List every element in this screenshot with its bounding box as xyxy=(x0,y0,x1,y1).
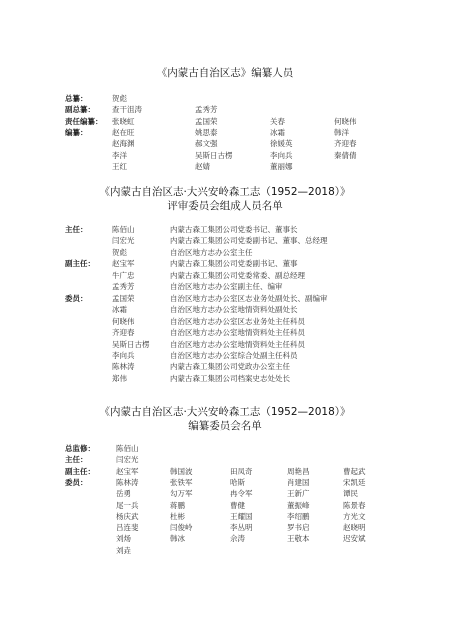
name-cell: 闫俊岭 xyxy=(170,523,193,533)
member-position: 自治区地方志办公室区志业务处副处长、副编审 xyxy=(170,293,328,303)
member-name: 齐迎春 xyxy=(112,328,135,338)
section2-title-line1: 《内蒙古自治区志·大兴安岭森工志（1952—2018）》 xyxy=(99,186,351,198)
member-name: 陈林涛 xyxy=(112,362,135,372)
name-cell: 田凤奇 xyxy=(230,466,253,476)
name-cell: 王新广 xyxy=(287,489,310,499)
name-cell: 罗书启 xyxy=(287,523,310,533)
name-cell: 肖建国 xyxy=(287,477,310,487)
member-name: 牛广忠 xyxy=(112,270,135,280)
name-cell: 张晓虹 xyxy=(112,116,135,126)
member-name: 赵宝军 xyxy=(112,259,135,269)
name-cell: 董振峰 xyxy=(287,500,310,510)
member-position: 自治区地方志办公室地情资料处主任科员 xyxy=(170,339,305,349)
name-cell: 赵海渊 xyxy=(112,139,135,149)
name-cell: 李洋 xyxy=(112,150,127,160)
section1-title: 《内蒙古自治区志》编纂人员 xyxy=(156,67,294,79)
name-cell: 李向兵 xyxy=(270,150,293,160)
name-cell: 尾一兵 xyxy=(116,500,139,510)
member-name: 孟秀芳 xyxy=(112,282,135,292)
member-position: 自治区地方志办公室区志业务处主任科员 xyxy=(170,316,305,326)
name-cell: 查干沮涛 xyxy=(112,105,142,115)
name-cell: 齐迎春 xyxy=(334,139,357,149)
name-cell: 赵婧 xyxy=(195,161,210,171)
member-name: 闫宏光 xyxy=(112,236,135,246)
name-cell: 王红 xyxy=(112,161,127,171)
row-label: 委员： xyxy=(65,293,88,303)
member-name: 郑伟 xyxy=(112,373,127,383)
name-cell: 曹起武 xyxy=(343,466,366,476)
name-cell: 闫宏光 xyxy=(116,455,139,465)
name-cell: 王耀国 xyxy=(230,511,253,521)
name-cell: 赵在旺 xyxy=(112,127,135,137)
name-cell: 李丛明 xyxy=(230,523,253,533)
name-cell: 张铁军 xyxy=(170,477,193,487)
name-cell: 勾万军 xyxy=(170,489,193,499)
member-name: 冰霜 xyxy=(112,305,127,315)
name-cell: 吴斯日古楞 xyxy=(195,150,233,160)
name-cell: 蒋鹏 xyxy=(170,500,185,510)
name-cell: 李绍鹏 xyxy=(287,511,310,521)
name-cell: 韩冰 xyxy=(170,534,185,544)
member-name: 孟国荣 xyxy=(112,293,135,303)
name-cell: 姚思泰 xyxy=(195,127,218,137)
row-label: 主任： xyxy=(65,225,88,234)
member-position: 自治区地方志办公室地情资料处副处长 xyxy=(170,305,298,315)
name-cell: 赵晓明 xyxy=(343,523,366,533)
member-name: 吴斯日古楞 xyxy=(112,339,150,349)
name-cell: 郝文强 xyxy=(195,139,218,149)
name-cell: 谭民 xyxy=(343,489,358,499)
name-cell: 杜彬 xyxy=(170,511,185,521)
member-position: 自治区地方志办公室主任 xyxy=(170,247,253,257)
name-cell: 方光文 xyxy=(343,511,366,521)
row-label: 副主任： xyxy=(65,259,95,269)
member-name: 陈佰山 xyxy=(112,225,135,234)
member-name: 李向兵 xyxy=(112,350,135,360)
section3-title-line1: 《内蒙古自治区志·大兴安岭森工志（1952—2018）》 xyxy=(99,406,351,418)
member-name: 何晓伟 xyxy=(112,316,135,326)
name-cell: 关春 xyxy=(270,116,285,126)
member-position: 内蒙古森工集团公司档案史志处处长 xyxy=(170,373,290,383)
row-label: 副总纂： xyxy=(65,105,95,115)
name-cell: 岳勇 xyxy=(116,489,131,499)
name-cell: 徐媛英 xyxy=(270,139,293,149)
name-cell: 何晓伟 xyxy=(334,116,357,126)
section3-title-line2: 编纂委员会名单 xyxy=(188,420,262,432)
row-label: 主任： xyxy=(65,455,88,465)
member-position: 内蒙古森工集团公司党政办公室主任 xyxy=(170,362,290,372)
row-label: 副主任： xyxy=(65,466,95,476)
name-cell: 董丽娜 xyxy=(270,161,293,171)
name-cell: 佘涛 xyxy=(230,534,245,544)
name-cell: 韩国波 xyxy=(170,466,193,476)
name-cell: 迟安斌 xyxy=(343,534,366,544)
member-position: 内蒙古森工集团公司党委副书记、董事 xyxy=(170,259,298,269)
member-position: 内蒙古森工集团公司党委副书记、董事、总经理 xyxy=(170,236,328,246)
name-cell: 陈林涛 xyxy=(116,477,139,487)
name-cell: 周艳昌 xyxy=(287,466,310,476)
name-cell: 刘炀 xyxy=(116,534,131,544)
name-cell: 王敬本 xyxy=(287,534,310,544)
name-cell: 秦倩倩 xyxy=(334,150,357,160)
name-cell: 赵宝军 xyxy=(116,466,139,476)
name-cell: 冉令军 xyxy=(230,489,253,499)
row-label: 责任编纂： xyxy=(65,116,103,126)
name-cell: 冰霜 xyxy=(270,127,285,137)
name-cell: 吕连斐 xyxy=(116,523,139,533)
row-label: 编纂： xyxy=(65,127,88,137)
member-position: 自治区地方志办公室地情资料处主任科员 xyxy=(170,328,305,338)
row-label: 总纂： xyxy=(65,94,88,103)
name-cell: 曹健 xyxy=(230,500,245,510)
member-position: 自治区地方志办公室综合处副主任科员 xyxy=(170,350,298,360)
member-name: 贺彪 xyxy=(112,247,127,257)
section2-title-line2: 评审委员会组成人员名单 xyxy=(167,200,283,212)
name-cell: 贺彪 xyxy=(112,94,127,103)
name-cell: 刘垚 xyxy=(116,545,131,555)
member-position: 内蒙古森工集团公司党委常委、副总经理 xyxy=(170,270,305,280)
name-cell: 孟秀芳 xyxy=(195,105,218,115)
name-cell: 杨庆武 xyxy=(116,511,139,521)
name-cell: 陈佰山 xyxy=(116,444,139,453)
member-position: 自治区地方志办公室副主任、编审 xyxy=(170,282,283,292)
name-cell: 宋凯廷 xyxy=(343,477,366,487)
row-label: 委员： xyxy=(65,477,88,487)
name-cell: 韩洋 xyxy=(334,127,349,137)
name-cell: 陈景春 xyxy=(343,500,366,510)
member-position: 内蒙古森工集团公司党委书记、董事长 xyxy=(170,225,298,234)
name-cell: 哈斯 xyxy=(230,477,245,487)
name-cell: 孟国荣 xyxy=(195,116,218,126)
row-label: 总监修： xyxy=(65,444,95,453)
